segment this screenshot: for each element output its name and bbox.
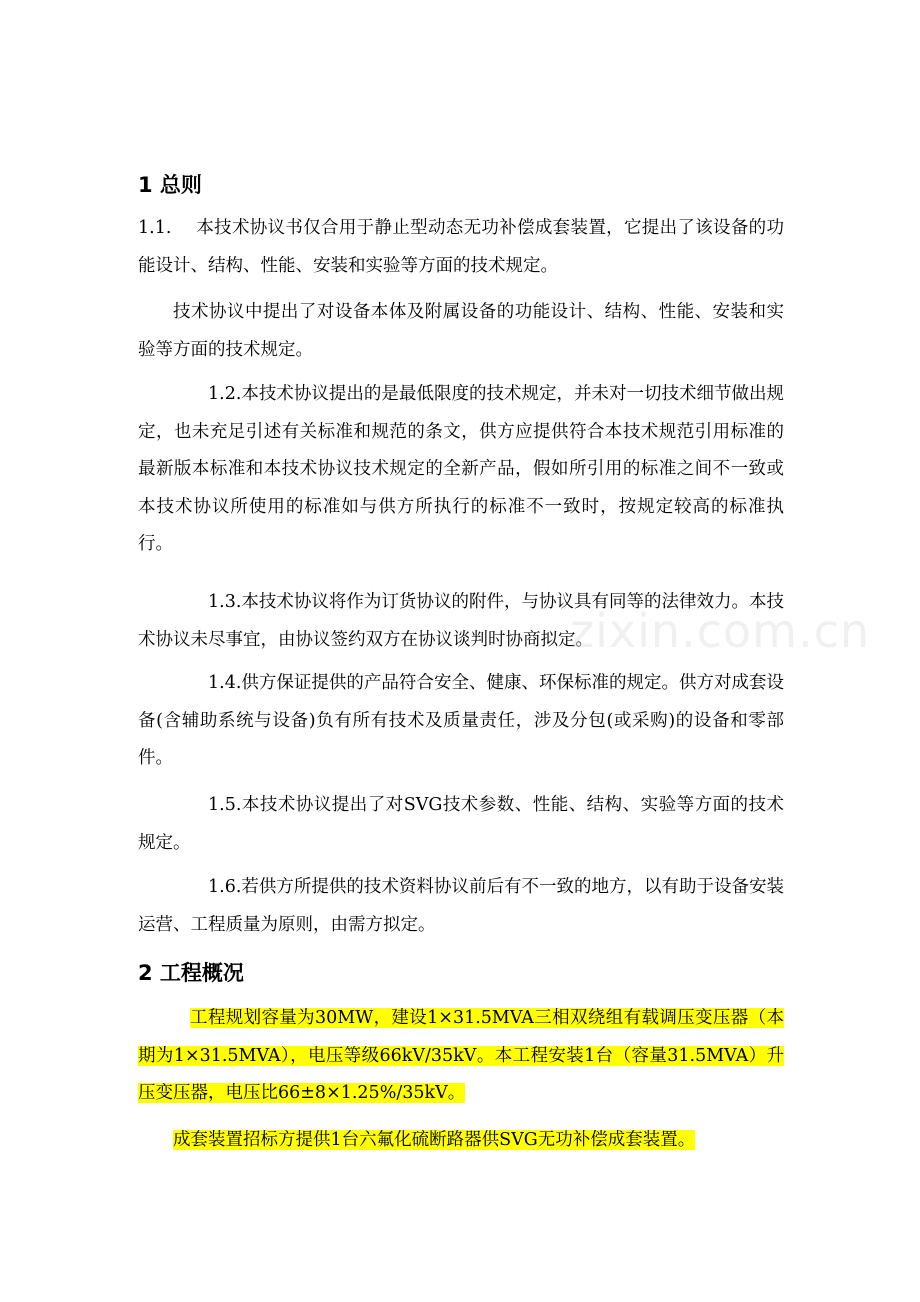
section-heading-project-overview: 2 工程概况 [138, 961, 244, 985]
clause-text: 本技术协议提出的是最低限度的技术规定，并未对一切技术细节做出规定，也未充足引述有关标准和规范的条文，供方应提供符合本技术规范引用标准的最新版本标准和本技术协议技术规定的全新产品，假如所引用的标准之间不一致或本技术协议所使用的标准如与供方所执行的标准不一致时，按规定较高的标准执行。 [138, 384, 784, 554]
clause-1-5 [138, 787, 784, 862]
clause-text: 本技术协议提出了对SVG技术参数、性能、结构、实验等方面的技术规定。 [138, 795, 784, 853]
clause-number: 1.1. [138, 218, 172, 238]
paragraph-1-1b: 技术协议中提出了对设备本体及附属设备的功能设计、结构、性能、安装和实验等方面的技术规定。 [138, 302, 784, 360]
section-heading-general: 1 总则 [138, 173, 202, 197]
highlighted-text: 成套装置招标方提供1台六氟化硫断路器供SVG无功补偿成套装置。 [173, 1130, 696, 1150]
watermark: zixin.com.cn [570, 604, 871, 658]
switchgear-paragraph [138, 1122, 784, 1160]
clause-1-6 [138, 869, 784, 944]
clause-number: 1.5. [208, 795, 242, 815]
clause-number: 1.3. [208, 592, 242, 612]
clause-number: 1.2. [208, 384, 242, 404]
highlighted-text: 工程规划容量为30MW，建设1×31.5MVA三相双绕组有载调压变压器（本期为1×31.5MVA），电压等级66kV/35kV。本工程安装1台（容量31.5MVA）升压变压器，电压比66±8×1.25%/35kV。 [138, 1008, 784, 1103]
clause-1-2 [138, 376, 784, 564]
project-overview-paragraph [138, 1000, 784, 1113]
clause-text: 若供方所提供的技术资料协议前后有不一致的地方，以有助于设备安装运营、工程质量为原则，由需方拟定。 [138, 877, 784, 935]
clause-text: 本技术协议书仅合用于静止型动态无功补偿成套装置，它提出了该设备的功能设计、结构、性能、安装和实验等方面的技术规定。 [138, 218, 784, 276]
clause-number: 1.4. [208, 673, 242, 693]
clause-1-4 [138, 665, 784, 778]
clause-number: 1.6. [208, 877, 242, 897]
clause-text: 供方保证提供的产品符合安全、健康、环保标准的规定。供方对成套设备(含辅助系统与设备)负有所有技术及质量责任，涉及分包(或采购)的设备和零部件。 [138, 673, 784, 768]
clause-1-1 [138, 210, 784, 285]
clause-text: 本技术协议将作为订货协议的附件，与协议具有同等的法律效力。本技术协议未尽事宜，由协议签约双方在协议谈判时协商拟定。 [138, 592, 784, 650]
